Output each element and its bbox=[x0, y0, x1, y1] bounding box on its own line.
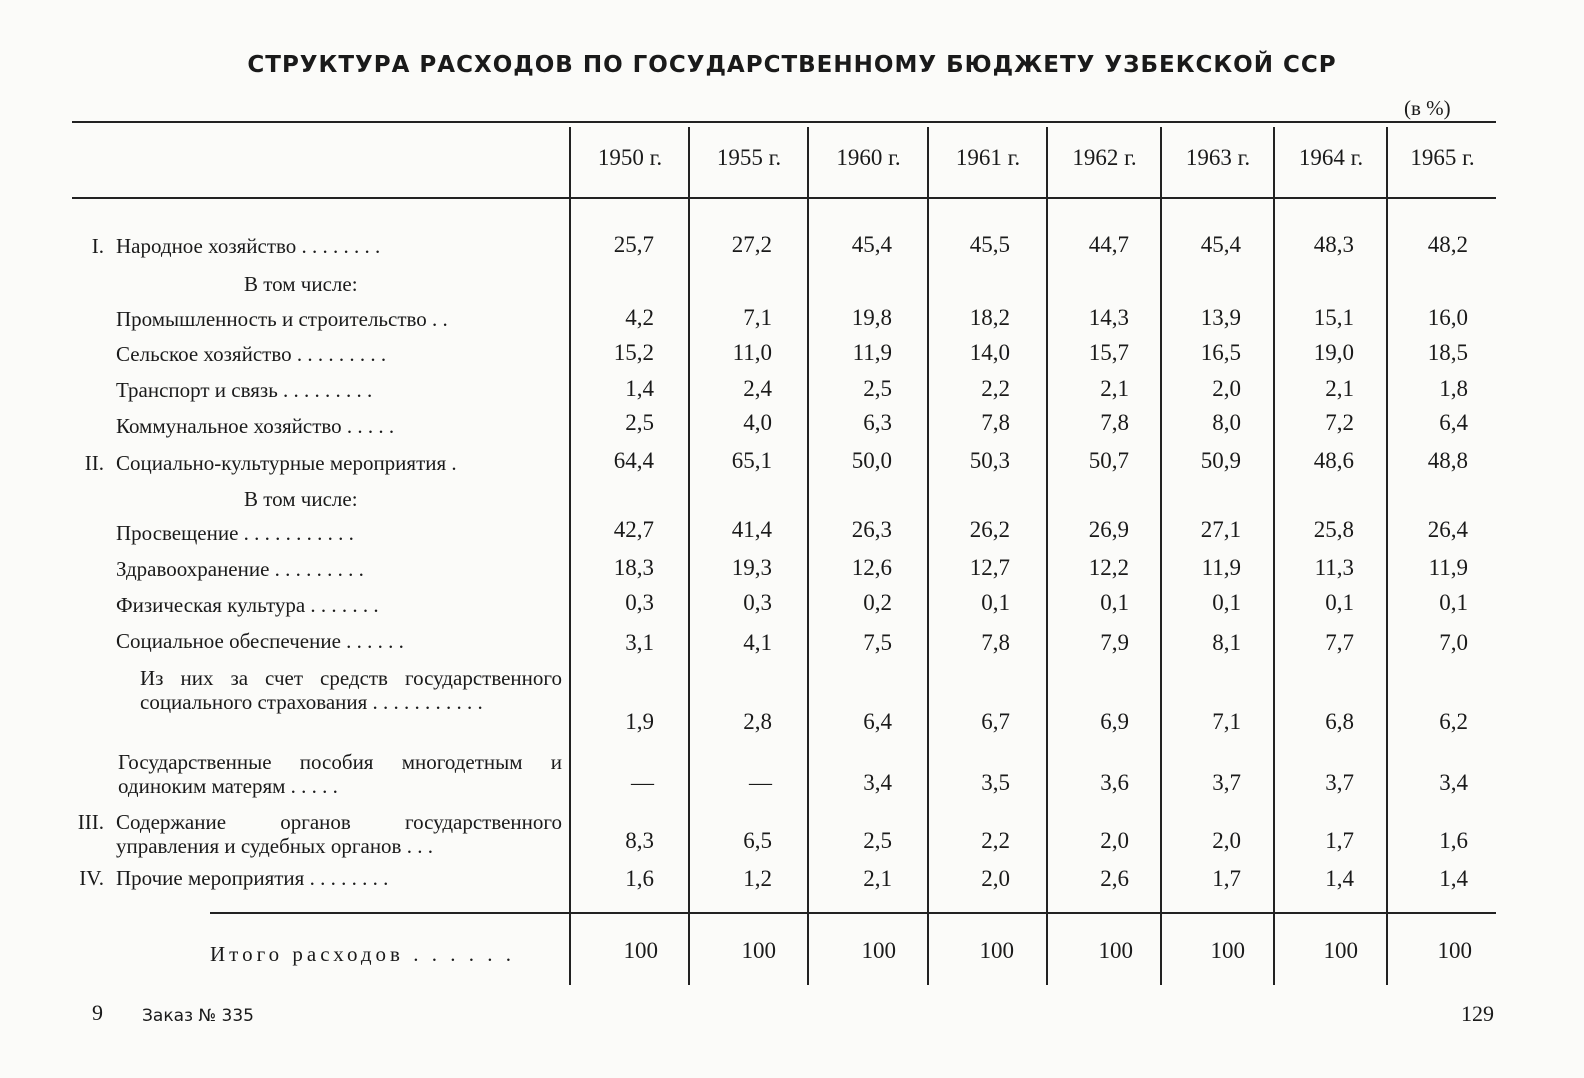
cell-value: 4,2 bbox=[625, 305, 654, 330]
cell-value: 7,1 bbox=[743, 305, 772, 330]
cell-value: 2,0 bbox=[1212, 376, 1241, 401]
cell-value: 8,3 bbox=[625, 828, 654, 853]
cell-value: 6,8 bbox=[1325, 709, 1354, 734]
column-header: 1960 г. bbox=[836, 145, 901, 170]
cell-value: 48,2 bbox=[1427, 232, 1468, 257]
cell-value: 11,9 bbox=[1428, 555, 1468, 580]
cell-value: 42,7 bbox=[613, 517, 654, 542]
column-header: 1955 г. bbox=[716, 145, 782, 170]
cell-value: 0,1 bbox=[1439, 590, 1468, 615]
row-label: Государственные пособия многодетным и одиноким матерям . . . . . bbox=[118, 750, 562, 798]
cell-value: 50,3 bbox=[969, 448, 1010, 473]
cell-value: 7,1 bbox=[1212, 709, 1241, 734]
cell-value: 3,5 bbox=[981, 770, 1010, 795]
section-number: III. bbox=[77, 810, 104, 834]
cell-value: 6,4 bbox=[863, 709, 892, 734]
cell-value: 15,1 bbox=[1313, 305, 1354, 330]
cell-value: 1,6 bbox=[1439, 828, 1468, 853]
column-header: 1964 г. bbox=[1298, 145, 1364, 170]
row-label: Физическая культура . . . . . . . bbox=[116, 593, 379, 617]
total-value: 100 bbox=[623, 938, 658, 963]
print-order: Заказ № 335 bbox=[142, 1006, 254, 1026]
row-label: Из них за счет средств государственного социального страхования . . . . . . . . . . . bbox=[140, 666, 562, 714]
cell-value: 48,3 bbox=[1313, 232, 1354, 257]
row-label: Народное хозяйство . . . . . . . . bbox=[116, 234, 381, 258]
total-value: 100 bbox=[741, 938, 776, 963]
top-rule bbox=[72, 121, 1496, 123]
column-header: 1965 г. bbox=[1410, 145, 1475, 170]
cell-value: 11,3 bbox=[1314, 555, 1354, 580]
cell-value: 65,1 bbox=[731, 448, 772, 473]
row-label: В том числе: bbox=[244, 272, 358, 296]
cell-value: 15,2 bbox=[613, 340, 654, 365]
cell-value: 8,0 bbox=[1212, 410, 1241, 435]
cell-value: 2,1 bbox=[1325, 376, 1354, 401]
cell-value: 3,1 bbox=[625, 630, 654, 655]
cell-value: 2,2 bbox=[981, 828, 1010, 853]
cell-value: 0,1 bbox=[1100, 590, 1129, 615]
cell-value: 18,2 bbox=[969, 305, 1010, 330]
cell-value: 2,0 bbox=[1100, 828, 1129, 853]
cell-value: 0,1 bbox=[1325, 590, 1354, 615]
cell-value: 2,8 bbox=[743, 709, 772, 734]
cell-value: — bbox=[749, 770, 772, 795]
row-label: Промышленность и строительство . . bbox=[116, 307, 448, 331]
cell-value: 50,7 bbox=[1088, 448, 1129, 473]
cell-value: 50,0 bbox=[851, 448, 892, 473]
cell-value: 19,3 bbox=[731, 555, 772, 580]
section-number: I. bbox=[91, 234, 104, 258]
cell-value: 48,6 bbox=[1313, 448, 1354, 473]
cell-value: 12,7 bbox=[969, 555, 1010, 580]
cell-value: 2,6 bbox=[1100, 866, 1129, 891]
cell-value: 6,7 bbox=[981, 709, 1010, 734]
cell-value: 0,1 bbox=[1212, 590, 1241, 615]
cell-value: 1,4 bbox=[1439, 866, 1468, 891]
cell-value: 1,7 bbox=[1212, 866, 1241, 891]
cell-value: 7,8 bbox=[981, 630, 1010, 655]
cell-value: 3,4 bbox=[863, 770, 892, 795]
header-rule bbox=[72, 197, 1496, 199]
cell-value: 50,9 bbox=[1200, 448, 1241, 473]
total-value: 100 bbox=[1098, 938, 1133, 963]
row-label: Прочие мероприятия . . . . . . . . bbox=[116, 866, 389, 890]
cell-value: 2,1 bbox=[1100, 376, 1129, 401]
cell-value: 7,8 bbox=[981, 410, 1010, 435]
cell-value: 2,5 bbox=[863, 828, 892, 853]
cell-value: 7,9 bbox=[1100, 630, 1129, 655]
cell-value: 16,5 bbox=[1200, 340, 1241, 365]
column-header: 1961 г. bbox=[955, 145, 1021, 170]
row-label: В том числе: bbox=[244, 487, 358, 511]
cell-value: 7,5 bbox=[863, 630, 892, 655]
cell-value: 45,4 bbox=[851, 232, 892, 257]
cell-value: 15,7 bbox=[1088, 340, 1129, 365]
row-label: Транспорт и связь . . . . . . . . . bbox=[116, 378, 373, 402]
row-label: Социально-культурные мероприятия . bbox=[116, 451, 457, 475]
cell-value: 25,7 bbox=[613, 232, 654, 257]
cell-value: 44,7 bbox=[1088, 232, 1129, 257]
cell-value: 18,5 bbox=[1427, 340, 1468, 365]
cell-value: 0,3 bbox=[743, 590, 772, 615]
cell-value: 2,0 bbox=[1212, 828, 1241, 853]
cell-value: 12,6 bbox=[851, 555, 892, 580]
row-label: Здравоохранение . . . . . . . . . bbox=[116, 557, 364, 581]
cell-value: 6,4 bbox=[1439, 410, 1468, 435]
column-rule bbox=[688, 127, 690, 985]
cell-value: 2,5 bbox=[863, 376, 892, 401]
cell-value: 11,9 bbox=[1201, 555, 1241, 580]
sheet-number: 9 bbox=[92, 1000, 103, 1025]
cell-value: 48,8 bbox=[1427, 448, 1468, 473]
column-header: 1962 г. bbox=[1072, 145, 1137, 170]
cell-value: 6,2 bbox=[1439, 709, 1468, 734]
cell-value: 3,7 bbox=[1212, 770, 1241, 795]
page-number: 129 bbox=[1461, 1001, 1494, 1026]
total-rule bbox=[210, 912, 1496, 914]
row-label: Содержание органов государственного управления и судебных органов . . . bbox=[116, 810, 562, 858]
cell-value: 18,3 bbox=[613, 555, 654, 580]
cell-value: 27,1 bbox=[1200, 517, 1241, 542]
cell-value: 19,0 bbox=[1313, 340, 1354, 365]
cell-value: 2,1 bbox=[863, 866, 892, 891]
column-rule bbox=[1046, 127, 1048, 985]
total-value: 100 bbox=[1437, 938, 1472, 963]
cell-value: 7,0 bbox=[1439, 630, 1468, 655]
cell-value: 0,3 bbox=[625, 590, 654, 615]
cell-value: 41,4 bbox=[731, 517, 772, 542]
cell-value: 0,2 bbox=[863, 590, 892, 615]
cell-value: 2,2 bbox=[981, 376, 1010, 401]
cell-value: 8,1 bbox=[1212, 630, 1241, 655]
cell-value: 45,5 bbox=[969, 232, 1010, 257]
cell-value: 64,4 bbox=[613, 448, 654, 473]
cell-value: 1,9 bbox=[625, 709, 654, 734]
cell-value: 1,6 bbox=[625, 866, 654, 891]
section-number: IV. bbox=[79, 866, 104, 890]
cell-value: 6,9 bbox=[1100, 709, 1129, 734]
cell-value: 1,4 bbox=[625, 376, 654, 401]
table-title: СТРУКТУРА РАСХОДОВ ПО ГОСУДАРСТВЕННОМУ БЮДЖЕТУ УЗБЕКСКОЙ ССР bbox=[247, 52, 1337, 78]
column-header: 1950 г. bbox=[597, 145, 663, 170]
column-rule bbox=[807, 127, 809, 985]
cell-value: 3,7 bbox=[1325, 770, 1354, 795]
cell-value: 1,8 bbox=[1439, 376, 1468, 401]
cell-value: 1,4 bbox=[1325, 866, 1354, 891]
cell-value: 14,3 bbox=[1088, 305, 1129, 330]
total-value: 100 bbox=[1323, 938, 1358, 963]
cell-value: 4,0 bbox=[743, 410, 772, 435]
section-number: II. bbox=[84, 451, 104, 475]
cell-value: 0,1 bbox=[981, 590, 1010, 615]
cell-value: 2,4 bbox=[743, 376, 772, 401]
cell-value: 25,8 bbox=[1313, 517, 1354, 542]
cell-value: 7,2 bbox=[1325, 410, 1354, 435]
cell-value: 6,5 bbox=[743, 828, 772, 853]
cell-value: 12,2 bbox=[1088, 555, 1129, 580]
row-label: Коммунальное хозяйство . . . . . bbox=[116, 414, 395, 438]
cell-value: 13,9 bbox=[1200, 305, 1241, 330]
cell-value: 1,7 bbox=[1325, 828, 1354, 853]
total-value: 100 bbox=[979, 938, 1014, 963]
cell-value: 19,8 bbox=[851, 305, 892, 330]
cell-value: 2,0 bbox=[981, 866, 1010, 891]
column-rule bbox=[927, 127, 929, 985]
cell-value: 26,3 bbox=[851, 517, 892, 542]
cell-value: 1,2 bbox=[743, 866, 772, 891]
cell-value: 11,9 bbox=[852, 340, 892, 365]
row-label: Просвещение . . . . . . . . . . . bbox=[116, 521, 354, 545]
cell-value: 4,1 bbox=[743, 630, 772, 655]
cell-value: — bbox=[631, 770, 654, 795]
cell-value: 11,0 bbox=[732, 340, 772, 365]
cell-value: 27,2 bbox=[731, 232, 772, 257]
cell-value: 16,0 bbox=[1427, 305, 1468, 330]
cell-value: 26,4 bbox=[1427, 517, 1468, 542]
column-rule bbox=[569, 127, 571, 985]
cell-value: 26,9 bbox=[1088, 517, 1129, 542]
unit-note: (в %) bbox=[1404, 96, 1451, 120]
cell-value: 7,8 bbox=[1100, 410, 1129, 435]
row-label: Социальное обеспечение . . . . . . bbox=[116, 629, 404, 653]
cell-value: 14,0 bbox=[969, 340, 1010, 365]
cell-value: 45,4 bbox=[1200, 232, 1241, 257]
cell-value: 7,7 bbox=[1325, 630, 1354, 655]
cell-value: 2,5 bbox=[625, 410, 654, 435]
total-value: 100 bbox=[1210, 938, 1245, 963]
total-value: 100 bbox=[861, 938, 896, 963]
cell-value: 3,4 bbox=[1439, 770, 1468, 795]
row-label: Сельское хозяйство . . . . . . . . . bbox=[116, 342, 387, 366]
cell-value: 26,2 bbox=[969, 517, 1010, 542]
column-header: 1963 г. bbox=[1185, 145, 1251, 170]
total-label: Итого расходов . . . . . . bbox=[210, 942, 515, 966]
cell-value: 3,6 bbox=[1100, 770, 1129, 795]
cell-value: 6,3 bbox=[863, 410, 892, 435]
